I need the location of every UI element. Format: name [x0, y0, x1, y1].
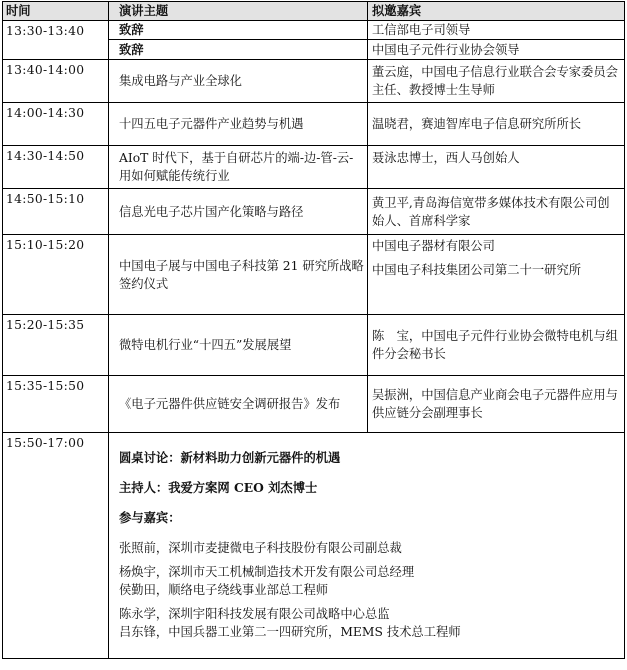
guest-cell: 陈 宝，中国电子元件行业协会微特电机与组件分会秘书长 [368, 315, 625, 376]
agenda-table [2, 1, 625, 659]
topic-cell: 十四五电子元器件产业趋势与机遇 [109, 103, 368, 146]
guest-line: 中国电子器材有限公司 [372, 239, 495, 253]
topic-cell: 致辞 [109, 40, 368, 60]
roundtable-title: 圆桌讨论：新材料助力创新元器件的机遇 [119, 450, 341, 465]
table-row [3, 315, 625, 376]
table-row [3, 60, 625, 103]
time-cell: 14:00-14:30 [3, 103, 109, 146]
roundtable-guests-label: 参与嘉宾： [119, 510, 181, 525]
guest-cell: 黄卫平,青岛海信宽带多媒体技术有限公司创始人、首席科学家 [368, 189, 625, 235]
table-row [3, 235, 625, 315]
roundtable-host-text: 主持人：我爱方案网 CEO 刘杰博士 [119, 480, 318, 495]
roundtable-row [3, 433, 625, 659]
time-cell: 13:30-13:40 [3, 21, 109, 60]
topic-cell: 中国电子展与中国电子科技第 21 研究所战略签约仪式 [109, 235, 368, 315]
header-time: 时间 [3, 2, 109, 21]
table-row [3, 189, 625, 235]
roundtable-cell [109, 433, 625, 659]
time-cell: 15:10-15:20 [3, 235, 109, 315]
header-topic: 演讲主题 [109, 2, 368, 21]
topic-cell: 《电子元器件供应链安全调研报告》发布 [109, 376, 368, 433]
table-row [3, 146, 625, 189]
roundtable-host [119, 479, 621, 497]
roundtable-guest: 吕东锋，中国兵器工业第二一四研究所，MEMS 技术总工程师 [119, 625, 461, 639]
guest-line: 中国电子科技集团公司第二十一研究所 [372, 263, 582, 277]
time-cell: 14:50-15:10 [3, 189, 109, 235]
roundtable-guest: 侯勤田，顺络电子绕线事业部总工程师 [119, 583, 329, 597]
time-cell: 14:30-14:50 [3, 146, 109, 189]
header-row [3, 2, 625, 21]
topic-cell: 微特电机行业“十四五”发展展望 [109, 315, 368, 376]
header-guest: 拟邀嘉宾 [368, 2, 625, 21]
topic-cell: 致辞 [109, 21, 368, 40]
roundtable-guest: 陈永学，深圳宇阳科技发展有限公司战略中心总监 [119, 607, 390, 621]
guest-cell: 吴振洲，中国信息产业商会电子元器件应用与供应链分会副理事长 [368, 376, 625, 433]
topic-cell: AIoT 时代下，基于自研芯片的端-边-管-云-用如何赋能传统行业 [109, 146, 368, 189]
table-row [3, 103, 625, 146]
roundtable-guest: 杨焕宇，深圳市天工机械制造技术开发有限公司总经理 [119, 565, 415, 579]
time-cell: 13:40-14:00 [3, 60, 109, 103]
topic-cell: 集成电路与产业全球化 [109, 60, 368, 103]
time-cell: 15:20-15:35 [3, 315, 109, 376]
guest-cell: 董云庭，中国电子信息行业联合会专家委员会主任、教授博士生导师 [368, 60, 625, 103]
guest-cell [368, 235, 625, 315]
guest-cell: 中国电子元件行业协会领导 [368, 40, 625, 60]
table-row [3, 376, 625, 433]
roundtable-guest: 张照前，深圳市麦捷微电子科技股份有限公司副总裁 [119, 541, 402, 555]
topic-cell: 信息光电子芯片国产化策略与路径 [109, 189, 368, 235]
time-cell: 15:35-15:50 [3, 376, 109, 433]
guest-cell: 工信部电子司领导 [368, 21, 625, 40]
guest-cell: 聂泳忠博士，西人马创始人 [368, 146, 625, 189]
guest-cell: 温晓君，赛迪智库电子信息研究所所长 [368, 103, 625, 146]
time-cell: 15:50-17:00 [3, 433, 109, 659]
table-row [3, 21, 625, 40]
